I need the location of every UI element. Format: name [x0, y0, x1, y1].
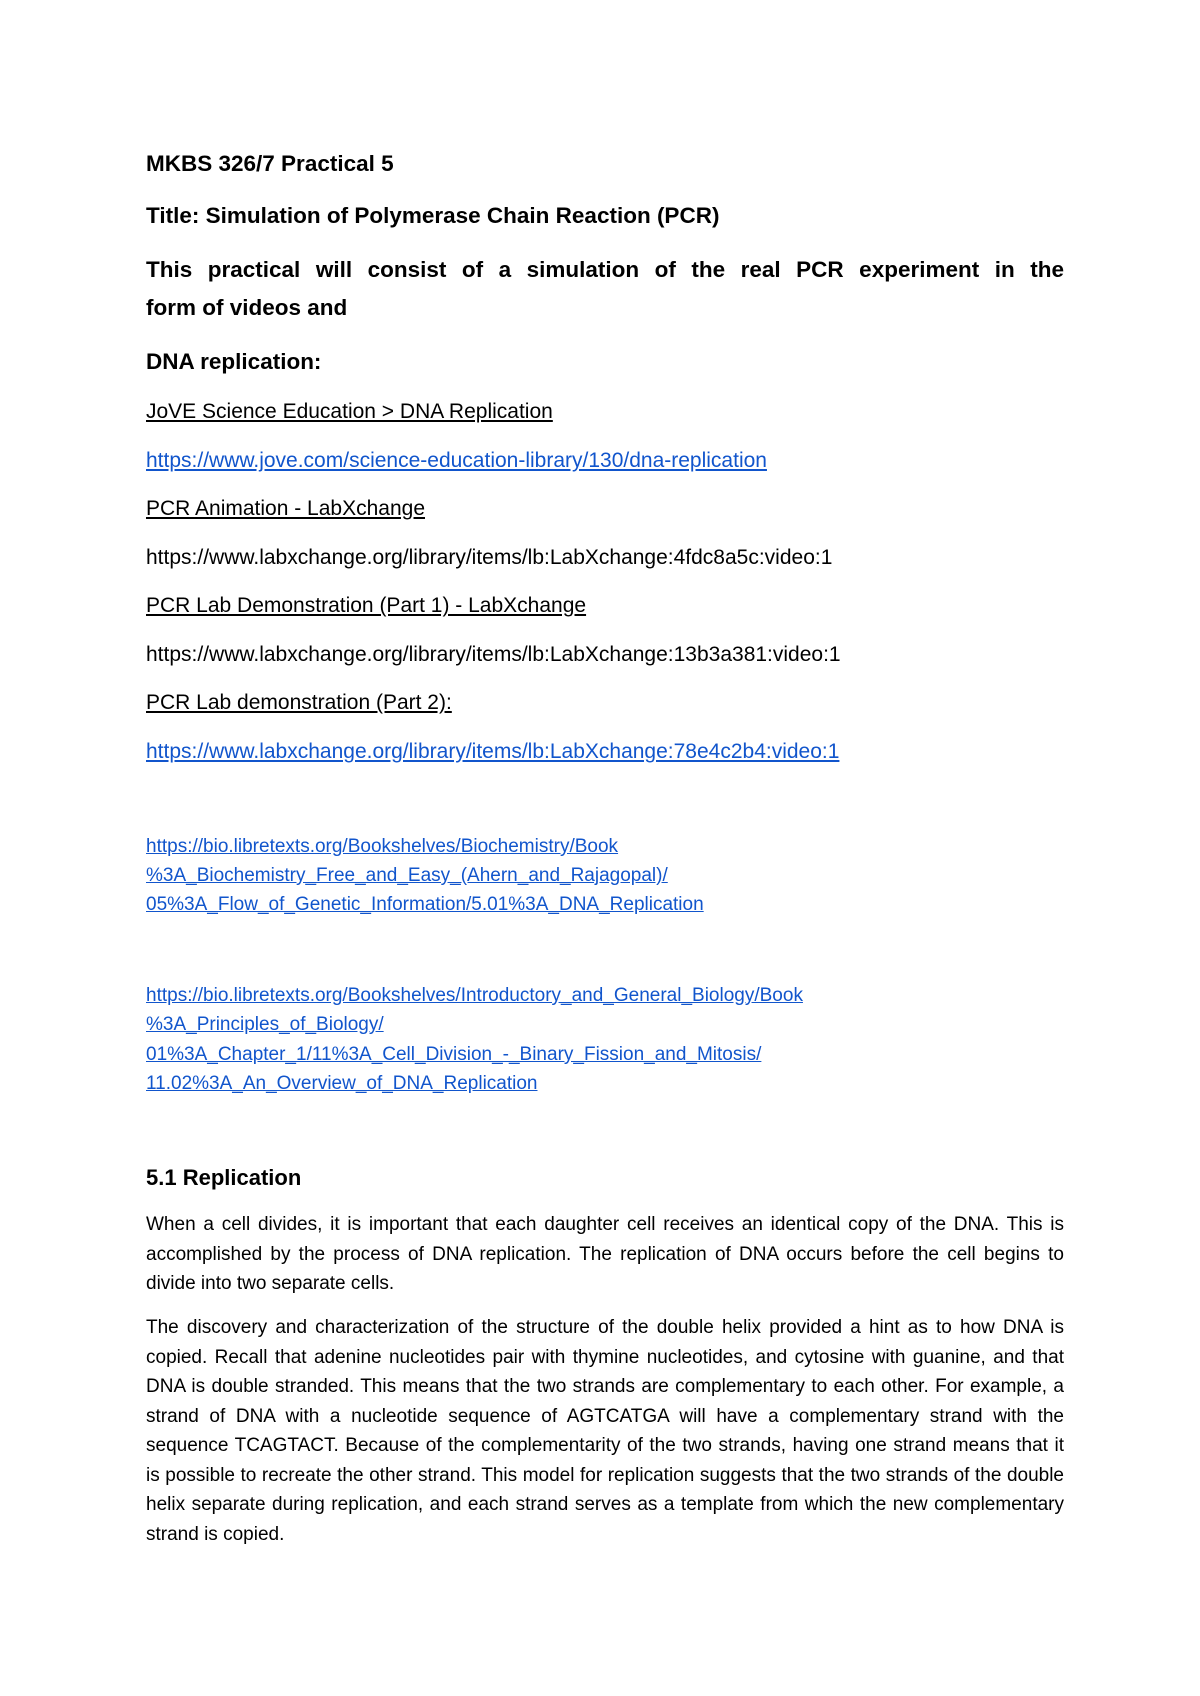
- libretexts-link-2-line-2[interactable]: %3A_Principles_of_Biology/: [146, 1014, 384, 1035]
- libretexts-link-2-line-3[interactable]: 01%3A_Chapter_1/11%3A_Cell_Division_-_Binary_Fission_and_Mitosis/: [146, 1044, 762, 1065]
- dna-replication-heading: DNA replication:: [146, 349, 322, 374]
- libretexts-link-1-line-2[interactable]: %3A_Biochemistry_Free_and_Easy_(Ahern_and_Rajagopal)/: [146, 865, 668, 886]
- replication-paragraph-2: The discovery and characterization of the structure of the double helix provided a hint as to how DNA is copied. Recall that adenine nucleotides pair with thymine nucleotides, and cytosine with guanine, and that DNA is double stranded. This means that the two strands are complementary to each other. For example, a strand of DNA with a nucleotide sequence of AGTCATGA will have a complementary strand with the sequence TCAGTACT. Because of the complementarity of the two strands, having one strand means that it is possible to recreate the other strand. This model for replication suggests that the two strands of the double helix separate during replication, and each strand serves as a template from which the new complementary strand is copied.: [146, 1317, 1064, 1545]
- section-heading-replication: 5.1 Replication: [146, 1165, 302, 1190]
- libretexts-link-1-line-3[interactable]: 05%3A_Flow_of_Genetic_Information/5.01%3A_DNA_Replication: [146, 894, 704, 915]
- pcr-animation-url: https://www.labxchange.org/library/items/lb:LabXchange:4fdc8a5c:video:1: [146, 546, 833, 569]
- intro-line-2: form of videos and: [146, 295, 348, 320]
- practical-title: Title: Simulation of Polymerase Chain Reaction (PCR): [146, 203, 720, 228]
- replication-paragraph-1: When a cell divides, it is important that each daughter cell receives an identical copy of the DNA. This is accomplished by the process of DNA replication. The replication of DNA occurs before the cell begins to divide into two separate cells.: [146, 1214, 1064, 1294]
- course-code-heading: MKBS 326/7 Practical 5: [146, 151, 394, 176]
- pcr-animation-link-title[interactable]: PCR Animation - LabXchange: [146, 497, 425, 520]
- pcr-lab-part1-url: https://www.labxchange.org/library/items/lb:LabXchange:13b3a381:video:1: [146, 643, 841, 666]
- libretexts-link-2-line-4[interactable]: 11.02%3A_An_Overview_of_DNA_Replication: [146, 1073, 538, 1094]
- libretexts-link-2-line-1[interactable]: https://bio.libretexts.org/Bookshelves/Introductory_and_General_Biology/Book: [146, 985, 803, 1006]
- pcr-lab-part2-url-link[interactable]: https://www.labxchange.org/library/items/lb:LabXchange:78e4c2b4:video:1: [146, 740, 840, 763]
- pcr-lab-part2-link-title[interactable]: PCR Lab demonstration (Part 2):: [146, 691, 452, 714]
- intro-line-1: This practical will consist of a simulation of the real PCR experiment in the: [146, 257, 1064, 282]
- jove-url-link[interactable]: https://www.jove.com/science-education-library/130/dna-replication: [146, 449, 767, 472]
- jove-link-title[interactable]: JoVE Science Education > DNA Replication: [146, 400, 553, 423]
- libretexts-link-1-line-1[interactable]: https://bio.libretexts.org/Bookshelves/Biochemistry/Book: [146, 836, 619, 857]
- pcr-lab-part1-link-title[interactable]: PCR Lab Demonstration (Part 1) - LabXchange: [146, 594, 587, 617]
